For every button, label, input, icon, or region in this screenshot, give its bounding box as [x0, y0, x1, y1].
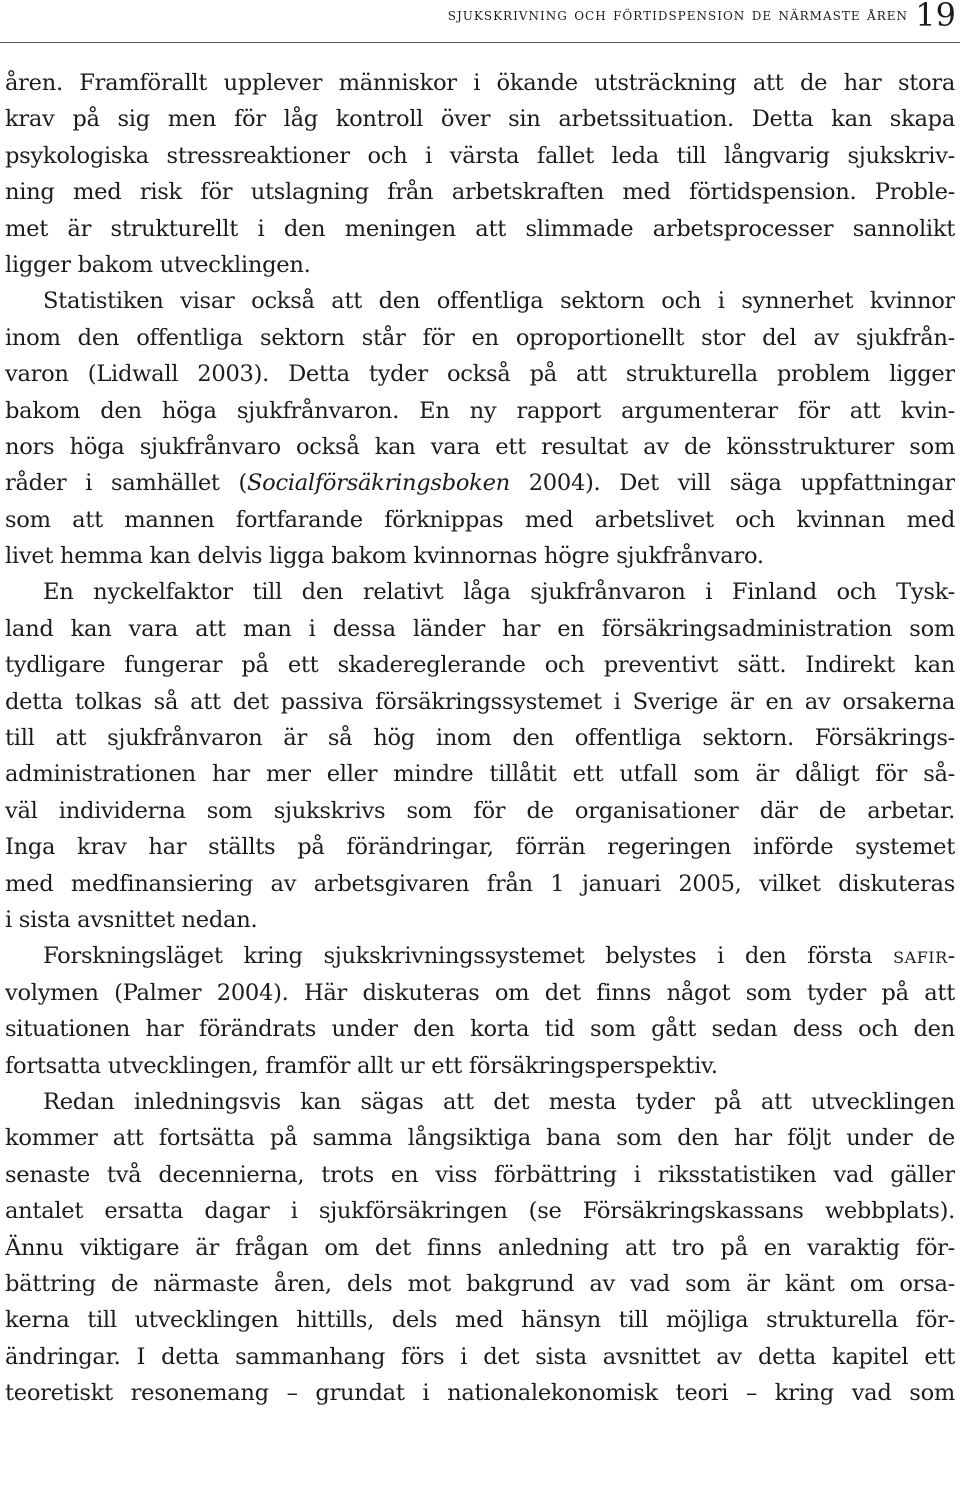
text-line: till att sjukfrånvaron är så hög inom den offentliga sektorn. Försäkrings-	[5, 725, 955, 752]
text-line: nors höga sjukfrånvaro också kan vara ett resultat av de könsstrukturer som	[5, 433, 955, 460]
text-line: Statistiken visar också att den offentliga sektorn och i synnerhet kvinnor	[43, 288, 955, 315]
text-line: teoretiskt resonemang – grundat i nationalekonomisk teori – kring vad som	[5, 1380, 955, 1407]
running-header	[0, 0, 960, 40]
text-line: administrationen har mer eller mindre tillåtit ett utfall som är dåligt för så-	[5, 761, 955, 788]
text-segment: råder i samhället (	[5, 470, 247, 497]
text-line: fortsatta utvecklingen, framför allt ur ett försäkringsperspektiv.	[5, 1052, 718, 1079]
text-line: volymen (Palmer 2004). Här diskuteras om det finns något som tyder på att	[5, 979, 955, 1006]
text-line	[5, 465, 955, 501]
text-line: land kan vara att man i dessa länder har en försäkringsadministration som	[5, 615, 955, 642]
text-line: tydligare fungerar på ett skadereglerande och preventivt sätt. Indirekt kan	[5, 652, 955, 679]
text-line: psykologiska stressreaktioner och i värsta fallet leda till långvarig sjukskriv-	[5, 142, 955, 169]
text-line: Redan inledningsvis kan sägas att det mesta tyder på att utvecklingen	[43, 1088, 955, 1115]
text-line: varon (Lidwall 2003). Detta tyder också på att strukturella problem ligger	[5, 361, 955, 388]
text-line: som att mannen fortfarande förknippas med arbetslivet och kvinnan med	[5, 506, 955, 533]
text-line: Inga krav har ställts på förändringar, förrän regeringen införde systemet	[5, 834, 955, 861]
text-line: kerna till utvecklingen hittills, dels med hänsyn till möjliga strukturella för-	[5, 1307, 955, 1334]
text-line: Ännu viktigare är frågan om det finns anledning att tro på en varaktig för-	[5, 1234, 955, 1261]
text-line: inom den offentliga sektorn står för en oproportionellt stor del av sjukfrån-	[5, 324, 955, 351]
text-segment: Forskningsläget kring sjukskrivningssystemet belystes i den första	[43, 943, 894, 970]
text-line: med medfinansiering av arbetsgivaren från 1 januari 2005, vilket diskuteras	[5, 870, 955, 897]
header-rule	[0, 42, 960, 43]
text-line: bättring de närmaste åren, dels mot bakgrund av vad som är känt om orsa-	[5, 1270, 955, 1297]
running-title: sjukskrivning och förtidspension de närmaste åren	[447, 5, 908, 25]
text-line: livet hemma kan delvis ligga bakom kvinnornas högre sjukfrånvaro.	[5, 543, 764, 570]
text-line: i sista avsnittet nedan.	[5, 906, 258, 933]
small-caps-acronym: safir	[893, 943, 948, 970]
text-line: kommer att fortsätta på samma långsiktiga bana som den har följt under de	[5, 1125, 955, 1152]
text-line: ning med risk för utslagning från arbetskraften med förtidspension. Proble-	[5, 179, 955, 206]
text-line: ändringar. I detta sammanhang förs i det sista avsnittet av detta kapitel ett	[5, 1343, 955, 1370]
text-line: krav på sig men för låg kontroll över sin arbetssituation. Detta kan skapa	[5, 106, 955, 133]
text-line: En nyckelfaktor till den relativt låga sjukfrånvaron i Finland och Tysk-	[43, 579, 955, 606]
text-line	[5, 938, 955, 974]
text-line: åren. Framförallt upplever människor i ökande utsträckning att de har stora	[5, 70, 955, 96]
text-line: ligger bakom utvecklingen.	[5, 251, 311, 278]
text-line: antalet ersatta dagar i sjukförsäkringen (se Försäkringskassans webbplats).	[5, 1198, 955, 1225]
text-line: bakom den höga sjukfrånvaron. En ny rapport argumenterar för att kvin-	[5, 397, 955, 424]
text-line: senaste två decennierna, trots en viss förbättring i riksstatistiken vad gäller	[5, 1161, 955, 1188]
book-title: Socialförsäkringsboken	[247, 470, 510, 497]
body-text	[5, 65, 955, 1411]
text-segment: 2004). Det vill säga uppfattningar	[509, 470, 955, 497]
text-line: detta tolkas så att det passiva försäkringssystemet i Sverige är en av orsakerna	[5, 688, 955, 715]
text-line: väl individerna som sjukskrivs som för de organisationer där de arbetar.	[5, 797, 955, 824]
text-segment: -	[947, 943, 955, 970]
text-line: situationen har förändrats under den korta tid som gått sedan dess och den	[5, 1016, 955, 1043]
text-line: met är strukturellt i den meningen att slimmade arbetsprocesser sannolikt	[5, 215, 955, 242]
page-number: 19	[915, 0, 956, 34]
